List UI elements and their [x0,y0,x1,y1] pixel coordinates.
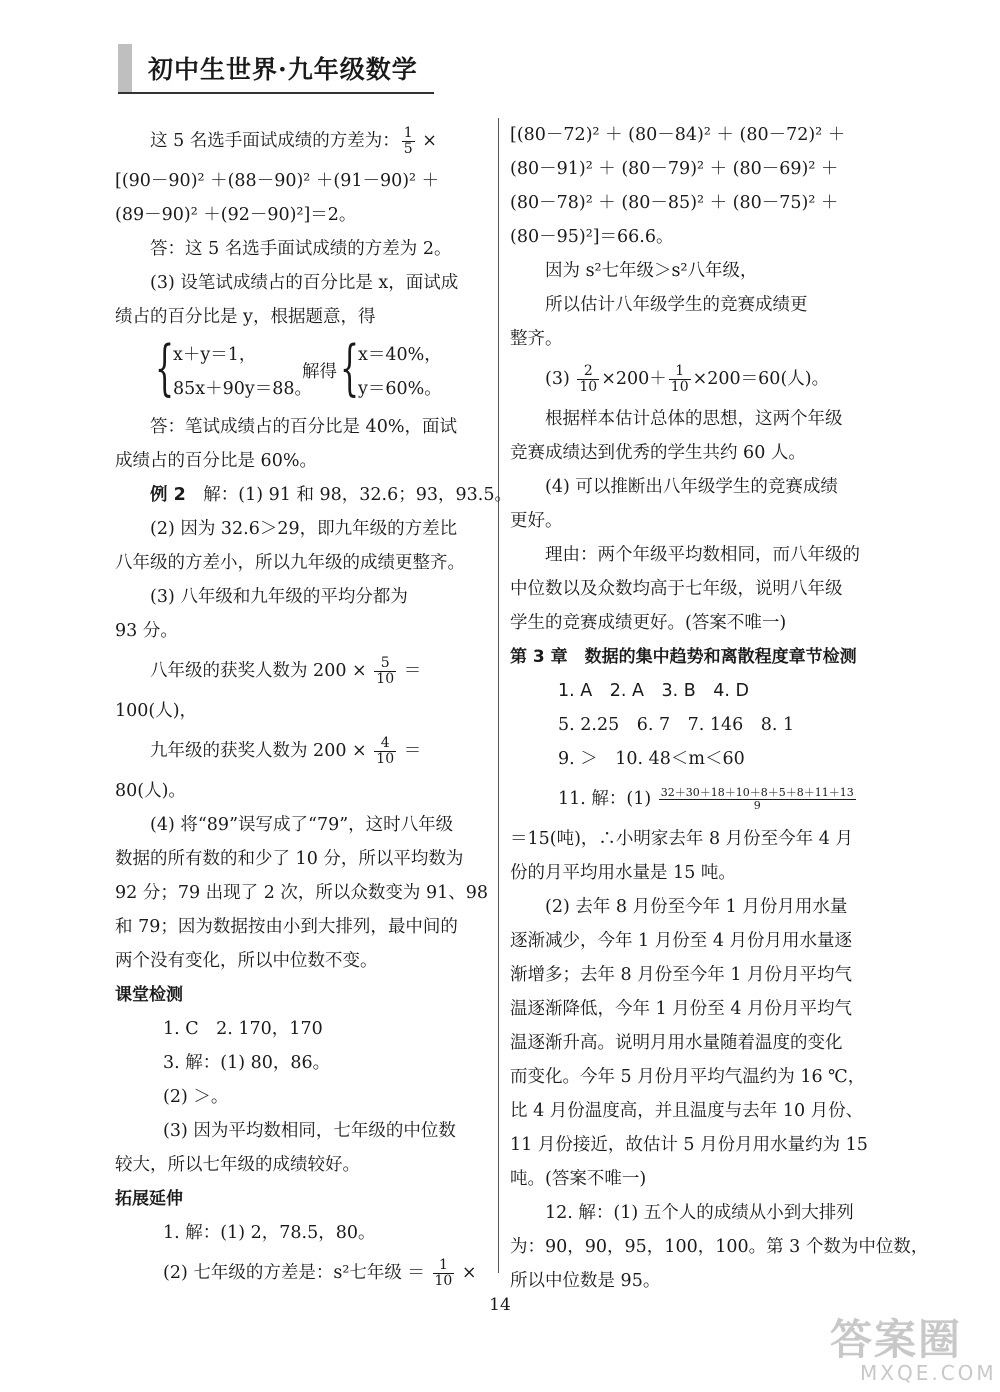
solution-1: x＝40%， [358,345,442,365]
text-line: [(90－90)² ＋(88－90)² ＋(91－90)² ＋ [115,171,440,191]
text-line: 份的月平均用水量是 15 吨。 [510,863,736,883]
text-line: 所以中位数是 95。 [510,1271,661,1291]
text-line: 例 2 解：(1) 91 和 98，32.6；93，93.5。 [150,485,512,505]
text-line: ＝15(吨)，∴小明家去年 8 月份至今年 4 月 [510,829,853,849]
text-line: 九年级的获奖人数为 200 × $\frac{4}{10}$ ＝ [150,735,422,767]
text-line: 93 分。 [115,621,178,641]
fraction-average: $\frac{32+30+18+10+8+5+8+11+13}{9}$ [660,786,854,812]
text-line: 而变化。今年 5 月份月平均气温约为 16 ℃， [510,1067,866,1087]
text-line: 3. 解：(1) 80，86。 [163,1053,331,1073]
text-line: 因为 s²七年级＞s²八年级， [545,261,758,281]
fraction-five-tenths: $\frac{5}{10}$ [376,655,395,687]
text-line: 渐增多；去年 8 月份至今年 1 月份月平均气 [510,965,853,985]
page-number: 14 [489,1295,511,1315]
text-line: 根据样本估计总体的思想，这两个年级 [545,409,843,429]
text-line: (80－78)² ＋ (80－85)² ＋ (80－75)² ＋ [510,193,839,213]
text-line: 八年级的方差小，所以九年级的成绩更整齐。 [115,553,465,573]
section-heading-extension: 拓展延伸 [115,1189,183,1209]
text-line: 吨。(答案不唯一) [510,1169,647,1189]
text-line: (2) 因为 32.6＞29，即九年级的方差比 [150,519,458,539]
example-label: 例 2 [150,485,186,505]
text-line: 温逐渐降低，今年 1 月份至 4 月份月平均气 [510,999,853,1019]
text-line: (4) 将“89”误写成了“79”，这时八年级 [150,815,454,835]
section-heading-classroom: 课堂检测 [115,985,183,1005]
equation-1: x＋y＝1， [173,345,257,365]
text-line: 所以估计八年级学生的竞赛成绩更 [545,295,808,315]
text-line: 92 分；79 出现了 2 次，所以众数变为 91、98 [115,883,489,903]
site-watermark [830,1315,997,1386]
running-header-title: 初中生世界·九年级数学 [148,55,418,84]
text-line: 成绩占的百分比是 60%。 [115,451,317,471]
answer-line: 5. 2.25 6. 7 7. 146 8. 1 [558,715,795,735]
text-line: 整齐。 [510,329,563,349]
text-line: (3) $\frac{2}{10}$ ×200＋ $\frac{1}{10}$ ×200＝60(人)。 [545,363,830,395]
text-line: 理由：两个年级平均数相同，而八年级的 [545,545,860,565]
text-line: 12. 解：(1) 五个人的成绩从小到大排列 [545,1203,854,1223]
text-line: (80－91)² ＋ (80－79)² ＋ (80－69)² ＋ [510,159,839,179]
equation-2: 85x＋90y＝88。 [173,379,313,399]
text-line: 1. 解：(1) 2，78.5，80。 [163,1223,376,1243]
text-line: [(80－72)² ＋ (80－84)² ＋ (80－72)² ＋ [510,125,846,145]
fraction-one-tenth: $\frac{1}{10}$ [434,1257,453,1289]
text-line: (89－90)² ＋(92－90)²]＝2。 [115,205,357,225]
column-divider [498,118,499,1273]
text-line: 较大，所以七年级的成绩较好。 [115,1155,360,1175]
text-line: (3) 八年级和九年级的平均分都为 [150,587,408,607]
chapter-test-heading: 第 3 章 数据的集中趋势和离散程度章节检测 [510,647,857,667]
fraction-one-tenth-right: $\frac{1}{10}$ [670,363,689,395]
answer-line: 1. A 2. A 3. B 4. D [558,681,749,701]
text-line: (2) 七年级的方差是：s²七年级 ＝ $\frac{1}{10}$ × [163,1257,477,1289]
text-line: 数据的所有数的和少了 10 分，所以平均数为 [115,849,464,869]
text-line: 和 79；因为数据按由小到大排列，最中间的 [115,917,458,937]
text-line: (3) 设笔试成绩占的百分比是 x，面试成 [150,273,459,293]
text-line: (3) 因为平均数相同，七年级的中位数 [163,1121,456,1141]
text-line: 11 月份接近，故估计 5 月份月用水量约为 15 [510,1135,868,1155]
solve-label: 解得 [302,362,337,382]
solution-2: y＝60%。 [358,379,442,399]
text-line: 100(人)， [115,701,198,721]
watermark-domain: MXQE.COM [860,1361,997,1385]
left-column [115,118,512,1296]
header-rule [118,92,434,94]
text-line: 绩占的百分比是 y，根据题意，得 [115,307,376,327]
text-line: 竞赛成绩达到优秀的学生共约 60 人。 [510,443,806,463]
text-line: 答：这 5 名选手面试成绩的方差为 2。 [150,239,452,259]
text-line: (80－95)²]＝66.6。 [510,227,674,247]
text-line: 1. C 2. 170，170 [163,1019,323,1039]
text-line: 80(人)。 [115,781,186,801]
text-line: 两个没有变化，所以中位数不变。 [115,951,378,971]
text-line: 逐渐减少，今年 1 月份至 4 月份月用水量逐 [510,931,853,951]
text-line: 学生的竞赛成绩更好。(答案不唯一) [510,613,787,633]
text-line: (2) 去年 8 月份至今年 1 月份月用水量 [545,897,848,917]
fraction-one-fifth: $\frac{1}{5}$ [403,125,413,157]
text-line: 更好。 [510,511,563,531]
header-accent-bar [118,44,132,92]
fraction-two-tenths: $\frac{2}{10}$ [579,363,598,395]
text-line: (4) 可以推断出八年级学生的竞赛成绩 [545,477,838,497]
right-column [510,118,929,1298]
text-line: 这 5 名选手面试成绩的方差为： $\frac{1}{5}$ × [150,125,437,157]
text-line: 11. 解：(1) $\frac{32+30+18+10+8+5+8+11+13}{9}$ [558,786,854,812]
text-line: 为：90，90，95，100，100。第 3 个数为中位数， [510,1237,929,1257]
answer-line: 9. ＞ 10. 48＜m＜60 [558,749,745,769]
watermark-logo-text: 答案圈 [830,1315,963,1364]
text-line: 八年级的获奖人数为 200 × $\frac{5}{10}$ ＝ [150,655,422,687]
text-line: 温逐渐升高。说明月用水量随着温度的变化 [510,1033,843,1053]
text-line: (2) ＞。 [163,1087,229,1107]
fraction-four-tenths: $\frac{4}{10}$ [376,735,395,767]
text-line: 中位数以及众数均高于七年级，说明八年级 [510,579,843,599]
text-line: 比 4 月份温度高，并且温度与去年 10 月份、 [510,1101,864,1121]
equation-system: { x＋y＝1， 85x＋90y＝88。 解得 { x＝40%， y＝60%。 [115,334,495,410]
text-line: 答：笔试成绩占的百分比是 40%，面试 [150,417,457,437]
